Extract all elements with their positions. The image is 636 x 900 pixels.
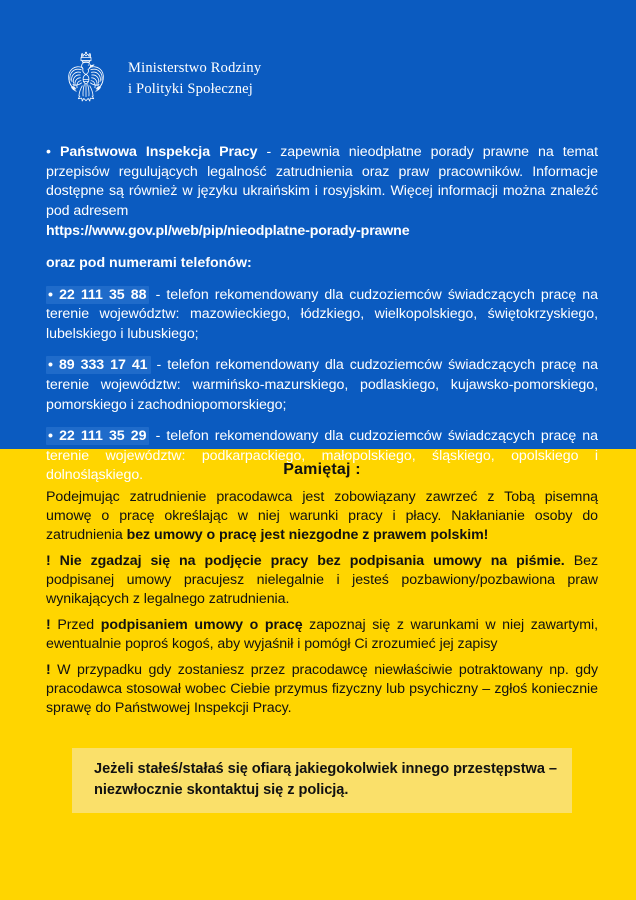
advice-2-headline: ! Nie zgadzaj się na podjęcie pracy bez podpisania umowy na piśmie. <box>46 553 565 570</box>
exclamation-marker: ! <box>46 617 51 634</box>
advice-paragraph-2 <box>46 552 598 609</box>
phone-description: - telefon rekomendowany dla cudzoziemców świadczących pracę na terenie województw: mazowieckiego, łódzkiego, wielkopolskiego, świętokrzyskiego, lubelskiego i lubuskiego; <box>46 286 598 342</box>
pip-intro-text: - zapewnia nieodpłatne porady prawne na temat przepisów regulujących legalność zatrudnienia oraz praw pracowników. Informacje dostępne są również w języku ukraińskim i rosyjskim. Więcej informacji można znaleźć pod adresem <box>46 144 598 219</box>
blue-body <box>46 143 598 486</box>
bullet-marker: • <box>48 357 53 374</box>
phone-description: - telefon rekomendowany dla cudzoziemców świadczących pracę na terenie województw: warmińsko-mazurskiego, podlaskiego, kujawsko-pomorskiego, pomorskiego i zachodniopomorskiego; <box>46 357 598 413</box>
advice-4-text: W przypadku gdy zostaniesz przez pracodawcę niewłaściwie potraktowany np. gdy pracodawca stosował wobec Ciebie przymus fizyczny lub psychiczny – zgłoś koniecznie sprawę do Państwowej Inspekcji Pracy. <box>46 662 598 717</box>
phone-number-value: 22 111 35 88 <box>59 286 147 303</box>
list-item <box>46 286 598 345</box>
ministry-name <box>128 58 261 100</box>
yellow-section <box>0 449 636 900</box>
bullet-marker: • <box>48 286 53 303</box>
phones-intro-label: oraz pod numerami telefonów: <box>46 254 252 271</box>
list-item <box>46 427 598 486</box>
pip-intro-paragraph <box>46 143 598 221</box>
exclamation-marker: ! <box>46 662 51 679</box>
phone-number[interactable] <box>46 356 151 374</box>
advice-paragraph-3 <box>46 616 598 654</box>
bullet-marker: • <box>46 144 51 160</box>
advice-2-text: Bez podpisanej umowy pracujesz nielegalnie i jesteś pozbawiony/pozbawiona praw wynikających z legalnego zatrudnienia. <box>46 553 598 608</box>
pip-org-name: Państwowa Inspekcja Pracy <box>59 144 258 160</box>
advice-paragraph-4 <box>46 661 598 718</box>
phone-list <box>46 286 598 486</box>
advice-3-emphasis: podpisaniem umowy o pracę <box>100 617 303 634</box>
phone-number[interactable] <box>46 286 149 304</box>
advice-3-text-b: zapoznaj się z warunkami w niej zawartymi, ewentualnie poproś kogoś, aby wyjaśnił i pomógł Ci zrozumieć jej zapisy <box>46 617 598 653</box>
police-contact-callout: Jeżeli stałeś/stałaś się ofiarą jakiegokolwiek innego przestępstwa – niezwłocznie skontaktuj się z policją. <box>72 748 572 812</box>
advice-1-emphasis: bez umowy o pracę jest niezgodne z prawem polskim! <box>126 527 489 544</box>
advice-paragraph-1 <box>46 488 598 545</box>
advice-1-text: Podejmując zatrudnienie pracodawca jest zobowiązany zawrzeć z Tobą pisemną umowę o pracę określając w niej warunki pracy i płacy. Nakłanianie osoby do zatrudnienia <box>46 489 598 544</box>
remember-heading: Pamiętaj : <box>283 461 361 478</box>
phone-number-value: 22 111 35 29 <box>59 428 147 445</box>
phone-number-value: 89 333 17 41 <box>58 357 148 374</box>
ministry-name-line1: Ministerstwo Rodziny <box>128 59 262 76</box>
bullet-marker: • <box>48 428 53 445</box>
ministry-name-line2: i Polityki Społecznej <box>128 81 254 97</box>
advice-3-text-a: Przed <box>50 617 101 634</box>
phone-number[interactable] <box>46 427 149 445</box>
phone-description: - telefon rekomendowany dla cudzoziemców świadczących pracę na terenie województw: podkarpackiego, małopolskiego, śląskiego, opolskiego i dolnośląskiego. <box>46 428 598 484</box>
list-item <box>46 356 598 415</box>
pip-url-link[interactable]: https://www.gov.pl/web/pip/nieodplatne-porady-prawne <box>46 223 410 240</box>
ministry-branding <box>46 0 598 110</box>
polish-eagle-emblem-icon <box>60 48 112 110</box>
